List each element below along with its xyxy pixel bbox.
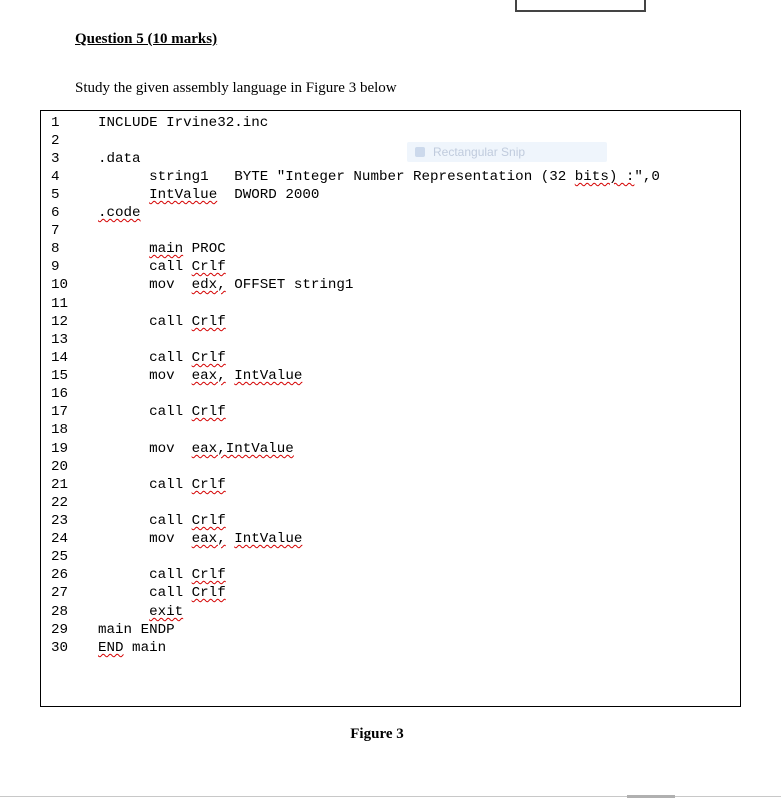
code-listing: 1 2 3 4 5 6 7 8 9 10 11 12 13 14 15 16 17 18 19 20 21 22 23 24 25 26 27 28 29 30 INCLUDE Irvine32.inc .data string1 BYTE "Integer Number Representation (32 bits) :",0 IntValue DWORD 2000 .code main PROC call Crlf mov edx, OFFSET string1 call Crlf call Crlf mov eax, IntValue call Crlf mov eax,IntValue call Crlf call Crlf mov eax, IntValue call Crlf call Crlf exit main ENDP END main [40,110,741,707]
snip-label: Rectangular Snip [433,145,526,159]
header-box [515,0,646,12]
scrollbar-thumb[interactable] [627,795,675,798]
question-title: Question 5 (10 marks) [75,31,218,47]
rectangular-snip-overlay [407,142,607,162]
figure-caption: Figure 3 [350,726,404,742]
question-instruction: Study the given assembly language in Figure 3 below [75,80,397,96]
snip-icon [415,147,425,157]
